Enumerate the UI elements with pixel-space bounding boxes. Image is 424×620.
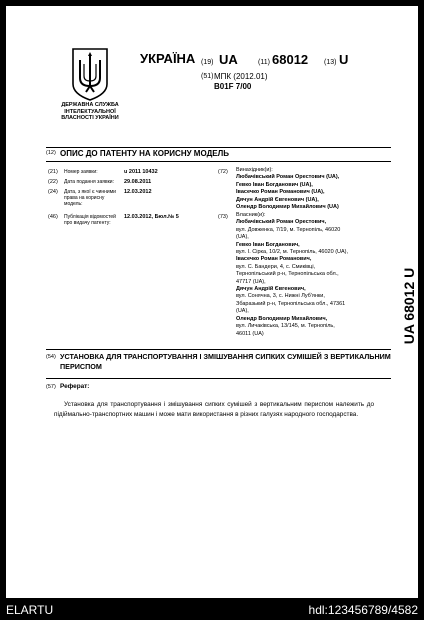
inventor-name: Гевко Іван Богданович (UA), (236, 181, 313, 188)
owner-address: (UA), (236, 234, 249, 241)
field-22-label: Дата подання заявки: (64, 179, 114, 185)
inventor-name: Дячун Андрій Євгенович (UA), (236, 196, 319, 203)
field-73-code: (73) (218, 214, 228, 220)
inventor-name: Івасечко Роман Романович (UA), (236, 189, 325, 196)
kind-code: U (339, 52, 349, 67)
field-24-label-line-1: Дата, з якої є чинними (64, 189, 116, 195)
abstract-rule (46, 378, 391, 379)
owners-label: Власник(и): (236, 212, 266, 218)
owner-name: Дячун Андрій Євгенович, (236, 286, 306, 293)
owner-address: Збаразький р-н, Тернопільська обл., 47361 (236, 300, 346, 307)
footer-bar (0, 600, 424, 620)
owner-address: вул. Личаківська, 13/145, м. Тернопіль, (236, 323, 335, 330)
owner-address: 46011 (UA) (236, 330, 264, 337)
footer-repository-name: ELARTU (6, 603, 54, 617)
inventor-name: Олендр Володимир Михайлович (UA) (236, 204, 339, 211)
invention-title-line-2: ПЕРИСПОМ (60, 362, 102, 371)
side-document-number: UA 68012 U (401, 267, 417, 345)
rights-effective-date: 12.03.2012 (124, 189, 152, 195)
field-46-code: (46) (48, 214, 58, 220)
owner-address: вул. Сонячна, 3, с. Нижні Луб'янки, (236, 293, 325, 300)
title-top-rule (46, 147, 391, 148)
owner-address: вул. С. Бандери, 4, с. Смиківці, (236, 263, 316, 270)
owner-name: Івасечко Роман Романович, (236, 256, 312, 263)
field-21-code: (21) (48, 169, 58, 175)
ipc-class: B01F 7/00 (214, 82, 252, 91)
owners-block (236, 212, 348, 338)
inventors-block (236, 167, 339, 211)
owner-address: Тернопільський р-н, Тернопільська обл., (236, 271, 339, 278)
code-13: (13) (324, 59, 337, 66)
invention-title-rule (46, 349, 391, 350)
field-72-code: (72) (218, 169, 228, 175)
country-code: UA (219, 52, 238, 67)
footer-handle: hdl:123456789/4582 (308, 603, 418, 617)
inventors-label: Винахідник(и): (236, 167, 273, 173)
owner-address: вул. І. Сірка, 10/2, м. Тернопіль, 46020 (UA), (236, 249, 349, 256)
owner-address: вул. Довженка, 7/19, м. Тернопіль, 46020 (236, 226, 341, 233)
patent-page (6, 6, 418, 598)
owner-address: 47717 (UA), (236, 278, 266, 285)
country-name: УКРАЇНА (140, 51, 196, 66)
inventor-name: Любачівський Роман Орестович (UA), (236, 174, 340, 181)
abstract-label: Реферат: (60, 383, 90, 390)
owner-address: (UA), (236, 308, 249, 315)
field-24-code: (24) (48, 189, 58, 195)
abstract-text: Установка для транспортування і змішування сипких сумішей з вертикальним периспом належить до підіймально-транспортних машин і може мати використання в різних галузях народного господарства. (54, 401, 374, 418)
office-name: ДЕРЖАВНА СЛУЖБА ІНТЕЛЕКТУАЛЬНОЇ ВЛАСНОСТІ УКРАЇНИ (61, 102, 119, 121)
publication-date: 12.03.2012, Бюл.№ 5 (124, 214, 179, 220)
code-11: (11) (258, 59, 270, 66)
code-19: (19) (201, 59, 214, 66)
field-57-code: (57) (46, 384, 56, 390)
owner-name: Любачівський Роман Орестович, (236, 219, 327, 226)
owner-name: Гевко Іван Богданович, (236, 241, 300, 248)
field-24-label-line-2: права на корисну (64, 195, 105, 201)
ipc-label: МПК (2012.01) (214, 72, 268, 81)
field-24-label-line-3: модель: (64, 201, 83, 207)
title-code: (12) (46, 150, 56, 156)
field-46-label-line-2: про видачу патенту: (64, 220, 111, 226)
field-46-label-line-1: Публікація відомостей (64, 214, 116, 220)
application-number: u 2011 10432 (124, 169, 158, 175)
code-51: (51) (201, 73, 214, 80)
field-22-code: (22) (48, 179, 58, 185)
field-54-code: (54) (46, 354, 56, 360)
invention-title-line-1: УСТАНОВКА ДЛЯ ТРАНСПОРТУВАННЯ І ЗМІШУВАННЯ СИПКИХ СУМІШЕЙ З ВЕРТИКАЛЬНИМ (60, 352, 391, 361)
owner-name: Олендр Володимир Михайлович, (236, 315, 328, 322)
patent-number: 68012 (272, 52, 309, 67)
title-bottom-rule (46, 161, 391, 162)
field-21-label: Номер заявки: (64, 169, 98, 175)
filing-date: 29.08.2011 (124, 179, 152, 185)
document-title: ОПИС ДО ПАТЕНТУ НА КОРИСНУ МОДЕЛЬ (60, 149, 229, 158)
trident-coat-of-arms-icon (70, 46, 110, 102)
